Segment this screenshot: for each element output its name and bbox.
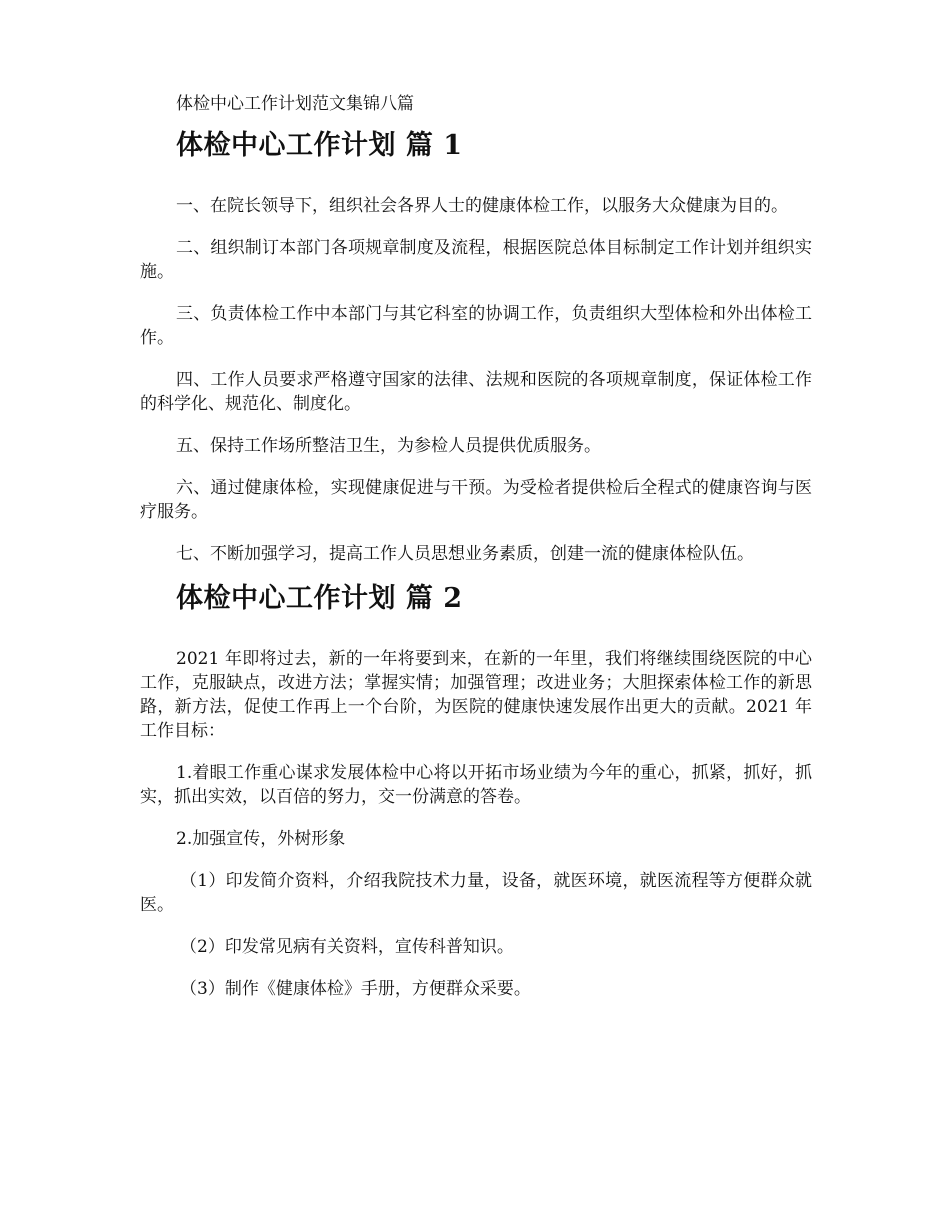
section-2	[140, 581, 812, 1001]
paragraph: 1.着眼工作重心谋求发展体检中心将以开拓市场业绩为今年的重心，抓紧，抓好，抓实，抓出实效，以百倍的努力，交一份满意的答卷。	[140, 763, 812, 807]
paragraph: 三、负责体检工作中本部门与其它科室的协调工作，负责组织大型体检和外出体检工作。	[140, 304, 812, 348]
paragraph: （1）印发简介资料，介绍我院技术力量，设备，就医环境，就医流程等方便群众就医。	[140, 871, 812, 915]
section-heading: 体检中心工作计划 篇 1	[176, 130, 463, 161]
paragraph: 2021 年即将过去，新的一年将要到来，在新的一年里，我们将继续围绕医院的中心工作，克服缺点，改进方法；掌握实情；加强管理；改进业务；大胆探索体检工作的新思路，新方法，促使工作再上一个台阶，为医院的健康快速发展作出更大的贡献。2021 年工作目标：	[140, 649, 812, 741]
paragraph: （2）印发常见病有关资料，宣传科普知识。	[180, 937, 514, 957]
document-page	[140, 92, 812, 1019]
paragraph: 五、保持工作场所整洁卫生，为参检人员提供优质服务。	[176, 436, 601, 456]
paragraph: 七、不断加强学习，提高工作人员思想业务素质，创建一流的健康体检队伍。	[176, 544, 754, 564]
section-1	[140, 128, 812, 566]
paragraph: （3）制作《健康体检》手册，方便群众采要。	[180, 979, 531, 999]
paragraph: 2.加强宣传，外树形象	[176, 829, 346, 849]
paragraph: 二、组织制订本部门各项规章制度及流程，根据医院总体目标制定工作计划并组织实施。	[140, 238, 812, 282]
paragraph: 四、工作人员要求严格遵守国家的法律、法规和医院的各项规章制度，保证体检工作的科学化、规范化、制度化。	[140, 370, 812, 414]
paragraph: 一、在院长领导下，组织社会各界人士的健康体检工作，以服务大众健康为目的。	[176, 196, 788, 216]
paragraph: 六、通过健康体检，实现健康促进与干预。为受检者提供检后全程式的健康咨询与医疗服务。	[140, 478, 812, 522]
document-title: 体检中心工作计划范文集锦八篇	[176, 94, 414, 114]
section-heading: 体检中心工作计划 篇 2	[176, 583, 463, 614]
